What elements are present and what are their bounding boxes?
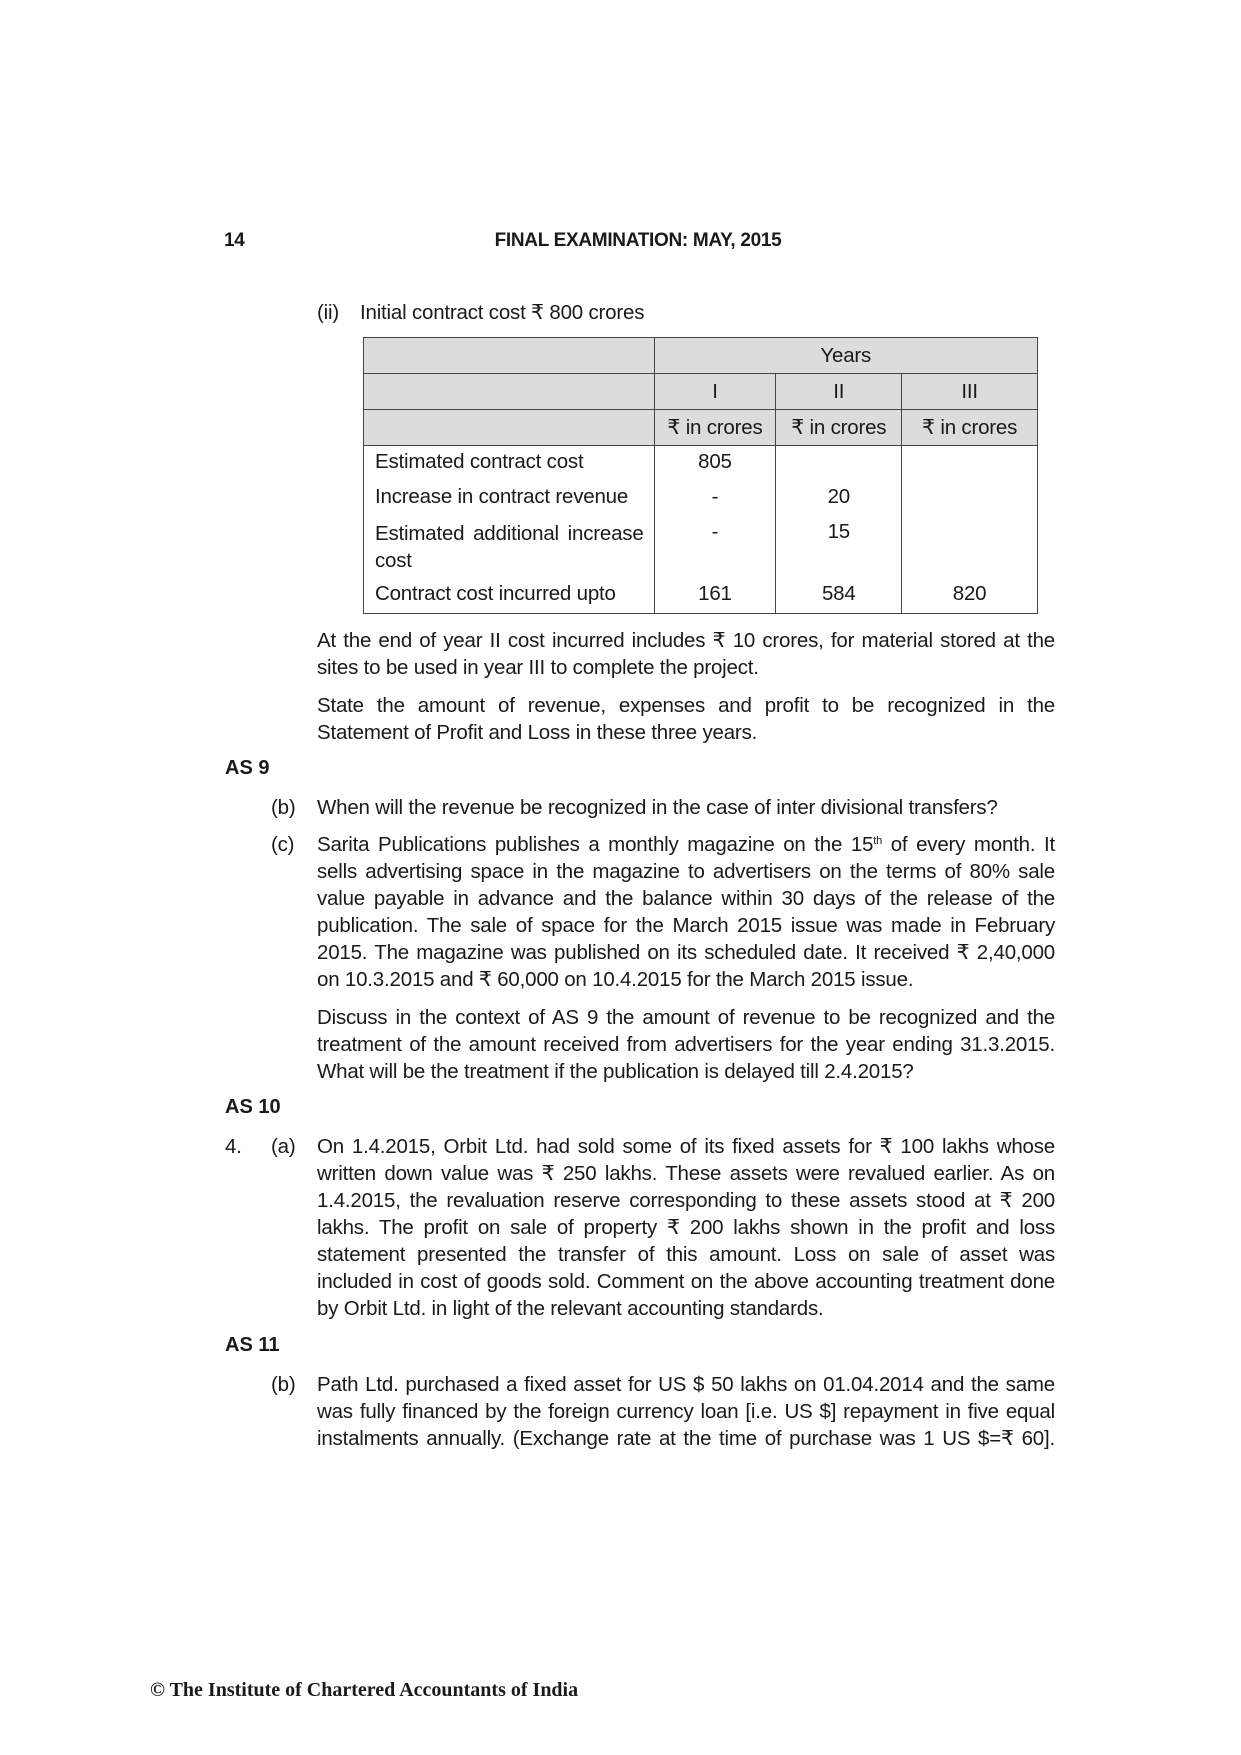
- table-cell: [902, 446, 1038, 482]
- year-col-header: III: [902, 374, 1038, 410]
- table-row: [364, 446, 1038, 482]
- contract-cost-table: [363, 337, 1038, 614]
- item-number: (a): [271, 1135, 296, 1158]
- item-number: (c): [271, 833, 295, 856]
- page-number: 14: [224, 230, 245, 251]
- years-header: Years: [654, 338, 1037, 374]
- table-cell: -: [654, 481, 776, 516]
- table-header-cell: [364, 410, 655, 446]
- text-run: Sarita Publications publishes a monthly magazine on the 15: [317, 833, 874, 856]
- table-cell: 20: [776, 481, 902, 516]
- footer-copyright: © The Institute of Chartered Accountants of India: [150, 1679, 579, 1701]
- table-cell: 820: [902, 578, 1038, 614]
- paragraph: State the amount of revenue, expenses and profit to be recognized in the Statement of Profit and Loss in these three years.: [317, 694, 1055, 744]
- table-cell: 161: [654, 578, 776, 614]
- row-label: Estimated contract cost: [364, 446, 655, 482]
- section-heading: AS 11: [225, 1334, 280, 1356]
- unit-header: ₹ in crores: [902, 410, 1038, 446]
- table-cell: 584: [776, 578, 902, 614]
- table-cell: [776, 446, 902, 482]
- table-cell: 805: [654, 446, 776, 482]
- table-header-row: [364, 410, 1038, 446]
- superscript: th: [873, 835, 883, 847]
- table-header-row: [364, 338, 1038, 374]
- question-number: 4.: [225, 1135, 242, 1158]
- table-row: [364, 481, 1038, 516]
- unit-header: ₹ in crores: [776, 410, 902, 446]
- table-cell: [902, 481, 1038, 516]
- question-text: [317, 831, 1055, 993]
- question-text: Path Ltd. purchased a fixed asset for US $ 50 lakhs on 01.04.2014 and the same was fully financed by the foreign currency loan [i.e. US $] repayment in five equal instalments annually. (Exchange rate at the time of purchase was 1 US $=₹ 60].: [317, 1373, 1055, 1450]
- year-col-header: I: [654, 374, 776, 410]
- table-row: [364, 516, 1038, 578]
- table-row: [364, 578, 1038, 614]
- question-text: When will the revenue be recognized in the case of inter divisional transfers?: [317, 796, 998, 819]
- table-header-cell: [364, 374, 655, 410]
- paragraph: Discuss in the context of AS 9 the amount of revenue to be recognized and the treatment of the amount received from advertisers for the year ending 31.3.2015. What will be the treatment if the publication is delayed till 2.4.2015?: [317, 1006, 1055, 1083]
- item-number: (b): [271, 1373, 296, 1396]
- table-header-row: [364, 374, 1038, 410]
- table-cell: [902, 516, 1038, 578]
- paragraph: At the end of year II cost incurred includes ₹ 10 crores, for material stored at the sites to be used in year III to complete the project.: [317, 629, 1055, 679]
- row-label: Contract cost incurred upto: [364, 578, 655, 614]
- table-cell: -: [654, 516, 776, 578]
- section-heading: AS 10: [225, 1096, 281, 1118]
- item-number: (b): [271, 796, 296, 819]
- unit-header: ₹ in crores: [654, 410, 776, 446]
- row-label: Estimated additional increase cost: [364, 516, 655, 578]
- question-number: (ii): [317, 301, 339, 324]
- question-intro: Initial contract cost ₹ 800 crores: [360, 301, 645, 324]
- row-label: Increase in contract revenue: [364, 481, 655, 516]
- table-header-cell: [364, 338, 655, 374]
- table-cell: 15: [776, 516, 902, 578]
- year-col-header: II: [776, 374, 902, 410]
- text-run: of every month. It sells advertising space in the magazine to advertisers on the terms of 80% sale value payable in advance and the balance within 30 days of the release of the publication. The sale of space for the March 2015 issue was made in February 2015. The magazine was published on its scheduled date. It received ₹ 2,40,000 on 10.3.2015 and ₹ 60,000 on 10.4.2015 for the March 2015 issue.: [317, 833, 1055, 991]
- question-text: On 1.4.2015, Orbit Ltd. had sold some of its fixed assets for ₹ 100 lakhs whose written down value was ₹ 250 lakhs. These assets were revalued earlier. As on 1.4.2015, the revaluation reserve corresponding to these assets stood at ₹ 200 lakhs. The profit on sale of property ₹ 200 lakhs shown in the profit and loss statement presented the transfer of this amount. Loss on sale of asset was included in cost of goods sold. Comment on the above accounting treatment done by Orbit Ltd. in light of the relevant accounting standards.: [317, 1135, 1055, 1320]
- page-title: FINAL EXAMINATION: MAY, 2015: [494, 230, 782, 251]
- section-heading: AS 9: [225, 757, 270, 779]
